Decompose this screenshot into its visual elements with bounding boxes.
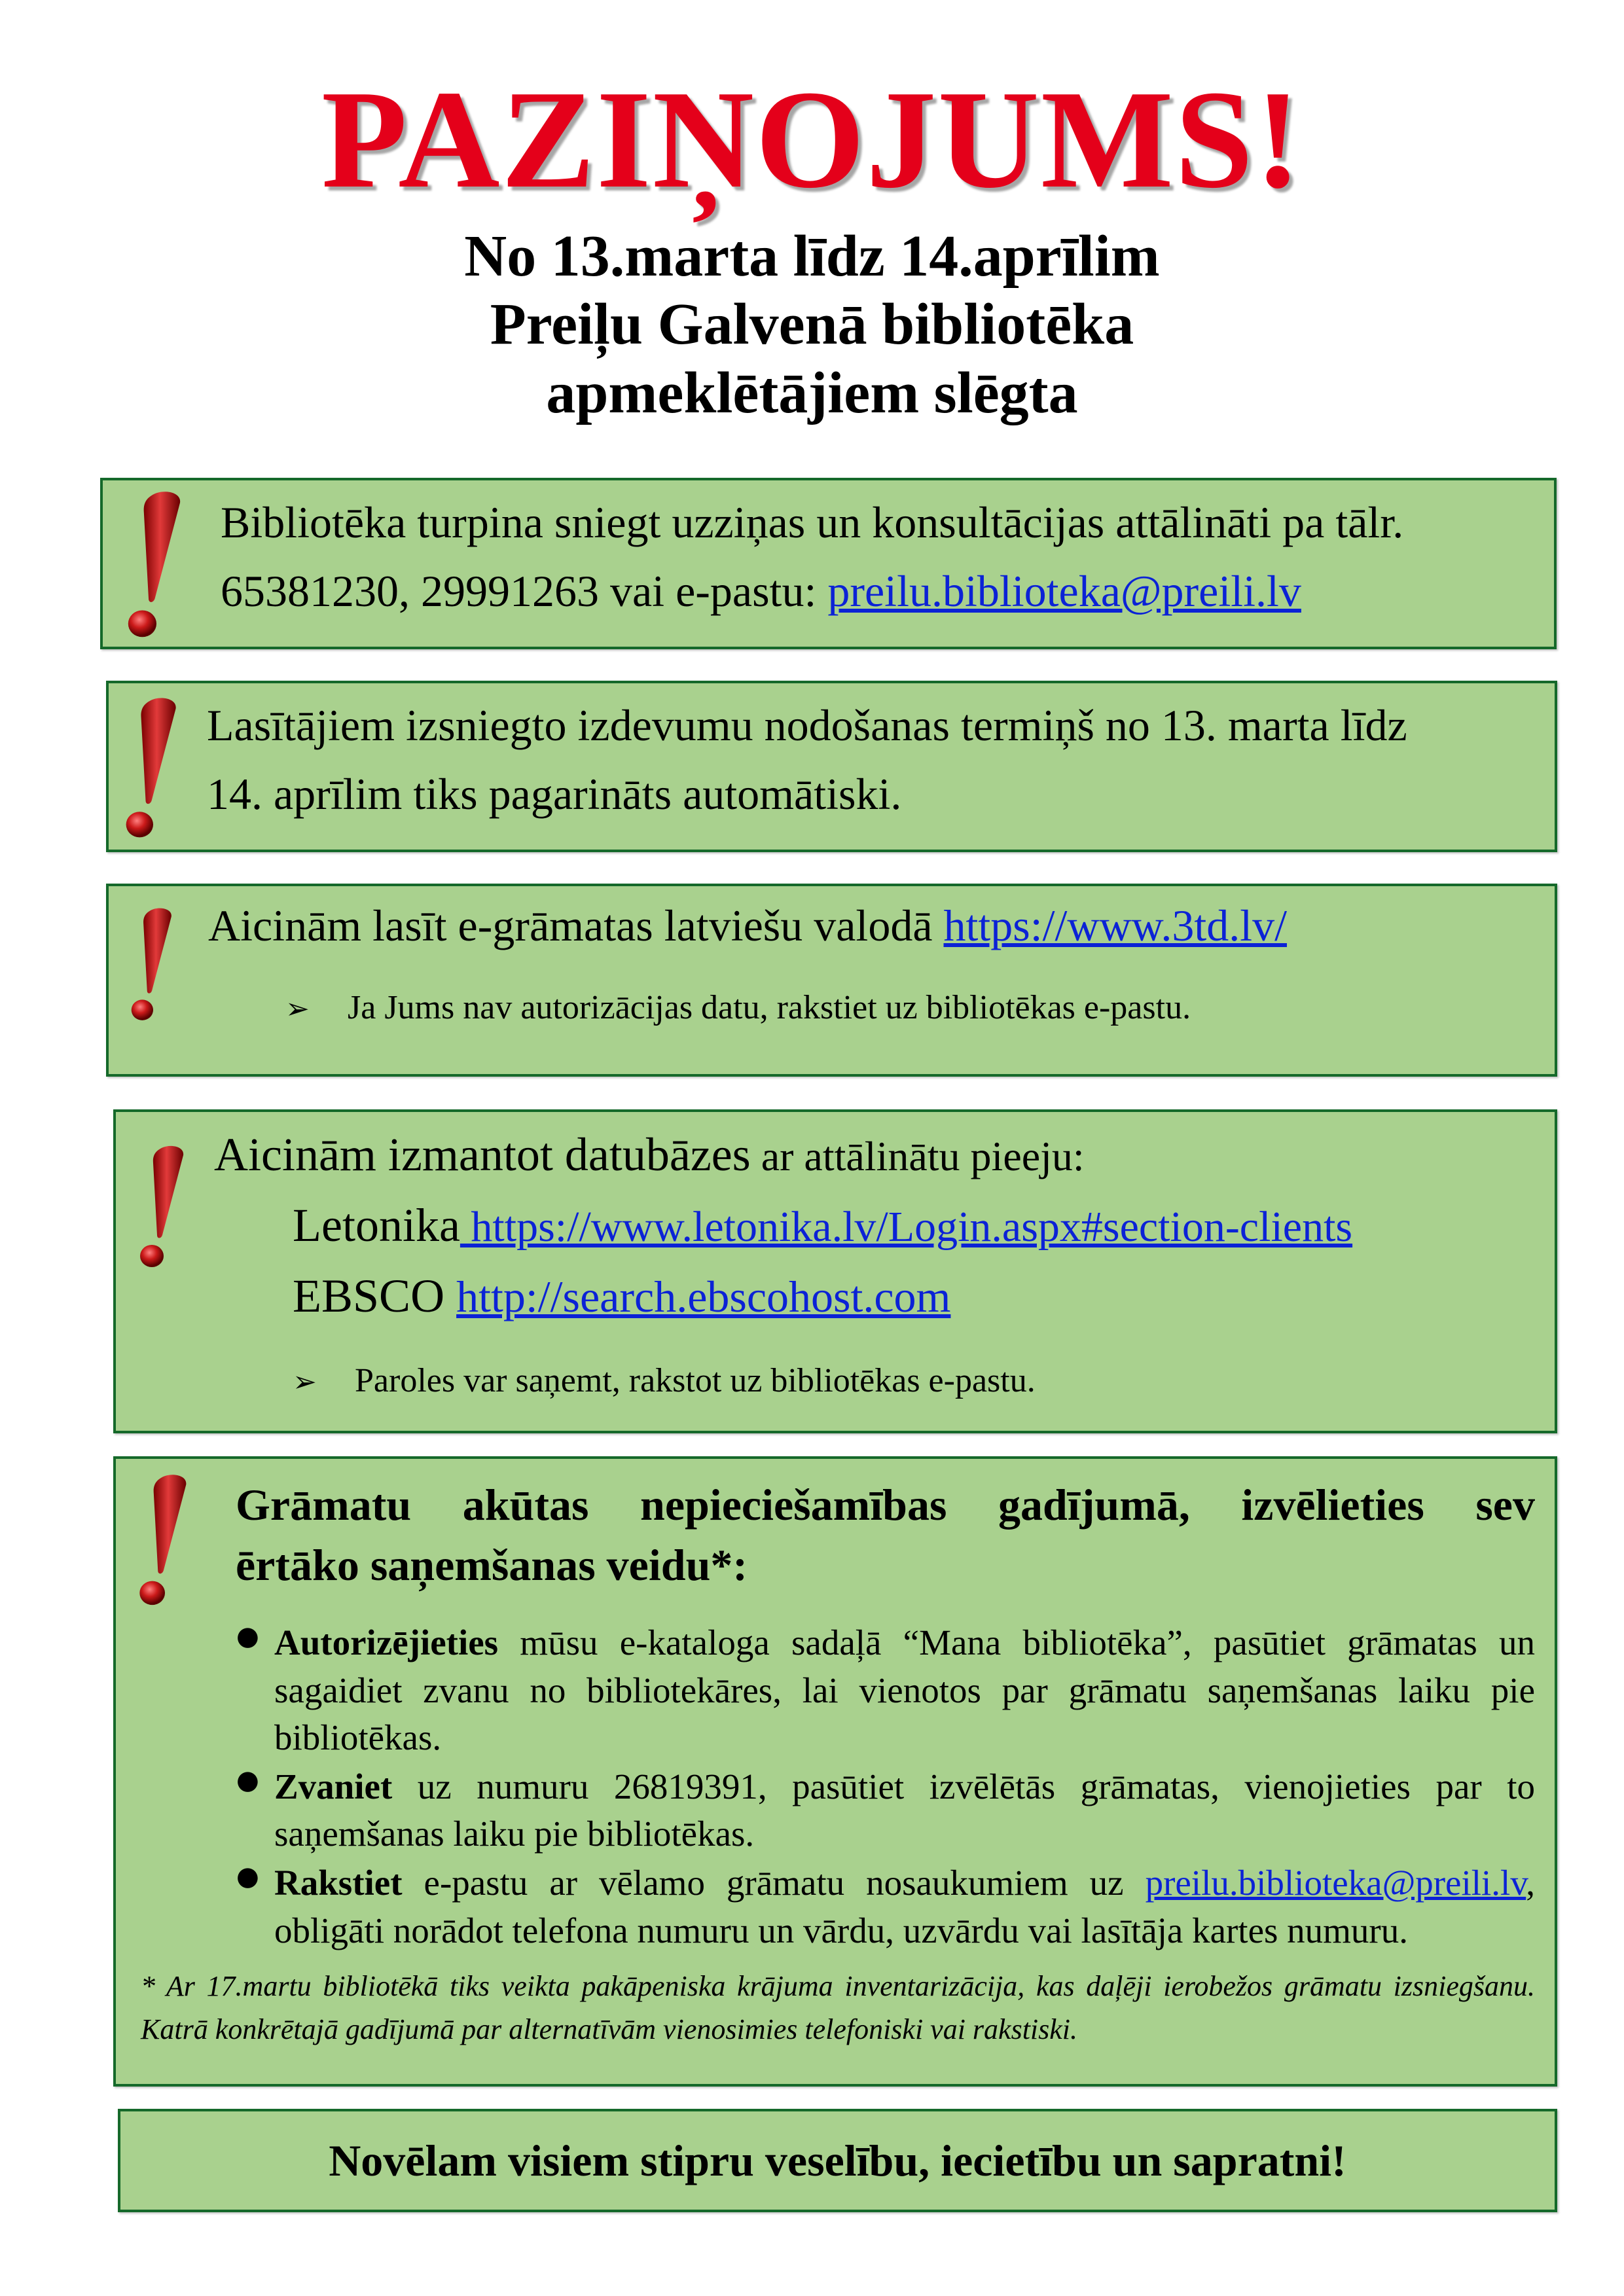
bullet-bold-label: Rakstiet xyxy=(274,1862,403,1903)
exclamation-mark-icon xyxy=(114,695,192,846)
urgent-options-list xyxy=(236,1619,1535,1956)
notice-box-contact xyxy=(100,478,1557,649)
box-urgent-heading-line-2: ērtāko saņemšanas veidu*: xyxy=(236,1540,748,1590)
notice-box-urgent-books xyxy=(113,1456,1557,2087)
closing-box xyxy=(118,2109,1557,2212)
bullet-dot-icon: ● xyxy=(236,1621,259,1651)
library-email-link[interactable]: preilu.biblioteka@preili.lv xyxy=(827,566,1301,617)
page-title: PAZIŅOJUMS! xyxy=(321,61,1303,217)
box-databases-subitem-text: Paroles var saņemt, rakstot uz bibliotēkas e-pastu. xyxy=(355,1362,1036,1399)
bullet-text: uz numuru 26819391, pasūtiet izvēlētās grāmatas, vienojieties par to saņemšanas laiku pie bibliotēkas. xyxy=(274,1766,1535,1854)
ebsco-link[interactable]: http://search.ebscohost.com xyxy=(456,1272,951,1321)
footnote: * Ar 17.martu bibliotēkā tiks veikta pakāpeniska krājuma inventarizācija, kas daļēji ierobežos grāmatu izsniegšanu. Katrā konkrētajā gadījumā par alternatīvām vienosimies telefoniski vai rakstiski. xyxy=(141,1970,1535,2045)
box-urgent-heading xyxy=(236,1475,1535,1596)
subtitle-line-2: Preiļu Galvenā bibliotēka xyxy=(490,292,1134,357)
exclamation-mark-icon xyxy=(128,1143,200,1274)
ebsco-label: EBSCO xyxy=(293,1270,457,1322)
exclamation-mark-icon xyxy=(126,1472,204,1613)
list-item xyxy=(236,1763,1535,1858)
notice-box-deadline xyxy=(106,681,1557,852)
box-contact-line-2 xyxy=(221,557,1543,626)
bullet-bold-label: Autorizējieties xyxy=(274,1623,499,1662)
3td-link[interactable]: https://www.3td.lv/ xyxy=(943,901,1288,950)
bullet-dot-icon: ● xyxy=(236,1861,259,1892)
box-ebooks-subitem-text: Ja Jums nav autorizācijas datu, rakstiet uz bibliotēkas e-pastu. xyxy=(348,989,1191,1026)
exclamation-mark-icon xyxy=(117,487,196,647)
closing-text: Novēlam visiem stipru veselību, iecietību un sapratni! xyxy=(329,2135,1346,2185)
box-contact-line-2-prefix: 65381230, 29991263 vai e-pastu: xyxy=(221,566,828,617)
notice-box-ebooks xyxy=(106,884,1557,1077)
letonika-link[interactable]: https://www.letonika.lv/Login.aspx#section-clients xyxy=(460,1203,1353,1251)
box-urgent-heading-line-1: Grāmatu akūtas nepieciešamības gadījumā, izvēlieties sev xyxy=(236,1480,1535,1530)
bullet-text: e-pastu ar vēlamo grāmatu nosaukumiem uz xyxy=(402,1862,1146,1903)
subtitle-line-1: No 13.marta līdz 14.aprīlim xyxy=(464,224,1160,289)
exclamation-mark-icon xyxy=(120,906,186,1027)
box-deadline-line-2: 14. aprīlim tiks pagarināts automātiski. xyxy=(207,769,902,819)
list-item xyxy=(236,1619,1535,1762)
library-email-link[interactable]: preilu.biblioteka@preili.lv xyxy=(1145,1862,1526,1903)
box-databases-intro-large: Aicinām izmantot datubāzes xyxy=(214,1128,751,1181)
box-contact-line-1: Bibliotēka turpina sniegt uzziņas un konsultācijas attālināti pa tālr. xyxy=(221,497,1404,547)
list-item xyxy=(236,1859,1535,1954)
letonika-row xyxy=(293,1189,1549,1263)
letonika-label: Letonika xyxy=(293,1199,460,1251)
ebsco-row xyxy=(293,1260,1549,1333)
box-databases-intro xyxy=(214,1119,1549,1192)
arrow-bullet-icon: ➢ xyxy=(285,992,310,1026)
box-deadline-line-1: Lasītājiem izsniegto izdevumu nodošanas termiņš no 13. marta līdz xyxy=(207,700,1407,750)
notice-box-databases xyxy=(113,1109,1557,1433)
subtitle-line-3: apmeklētājiem slēgta xyxy=(546,360,1078,425)
box-databases-intro-small: ar attālinātu pieeju: xyxy=(750,1133,1085,1179)
arrow-bullet-icon: ➢ xyxy=(293,1365,317,1399)
box-ebooks-prefix: Aicinām lasīt e-grāmatas latviešu valodā xyxy=(208,901,944,950)
box-ebooks-subitem xyxy=(285,984,1529,1032)
box-deadline-text xyxy=(207,691,1542,829)
box-contact-text xyxy=(221,488,1543,626)
bullet-bold-label: Zvaniet xyxy=(274,1766,393,1806)
box-ebooks-text xyxy=(208,891,1543,960)
bullet-text-after: , obligāti norādot telefona numuru un vārdu, uzvārdu vai lasītāja kartes numuru. xyxy=(274,1862,1535,1950)
box-databases-subitem xyxy=(293,1357,1536,1405)
page-subtitle xyxy=(0,223,1624,427)
bullet-dot-icon: ● xyxy=(236,1765,259,1795)
bullet-text: mūsu e-kataloga sadaļā “Mana bibliotēka”, pasūtiet grāmatas un sagaidiet zvanu no bibliotekāres, lai vienotos par grāmatu saņemšanas laiku pie bibliotēkas. xyxy=(274,1623,1535,1758)
